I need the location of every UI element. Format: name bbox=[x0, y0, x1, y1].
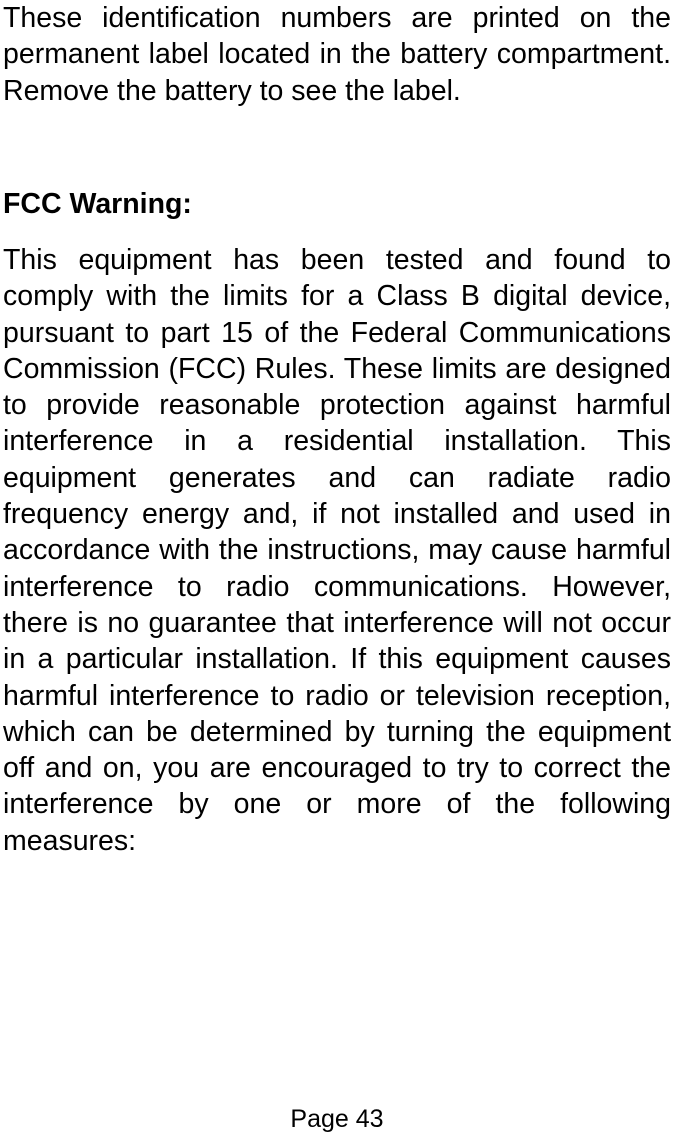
fcc-warning-paragraph: This equipment has been tested and found to comply with the limits for a Class B digital device, pursuant to part 15 of the Federal Communications Commission (FCC) Rules. These limits are designed to provide reasonable protection against harmful interference in a residential installation. This equipment generates and can radiate radio frequency energy and, if not installed and used in accordance with the instructions, may cause harmful interference to radio communications. However, there is no guarantee that interference will not occur in a particular installation. If this equipment causes harmful interference to radio or television reception, which can be determined by turning the equipment off and on, you are encouraged to try to correct the interference by one or more of the following measures: bbox=[3, 244, 671, 857]
fcc-warning-heading: FCC Warning: bbox=[3, 188, 192, 220]
battery-label-paragraph: These identification numbers are printed on the permanent label located in the battery compartment. Remove the battery to see the label. bbox=[3, 2, 671, 107]
page-number: Page 43 bbox=[290, 1105, 384, 1133]
